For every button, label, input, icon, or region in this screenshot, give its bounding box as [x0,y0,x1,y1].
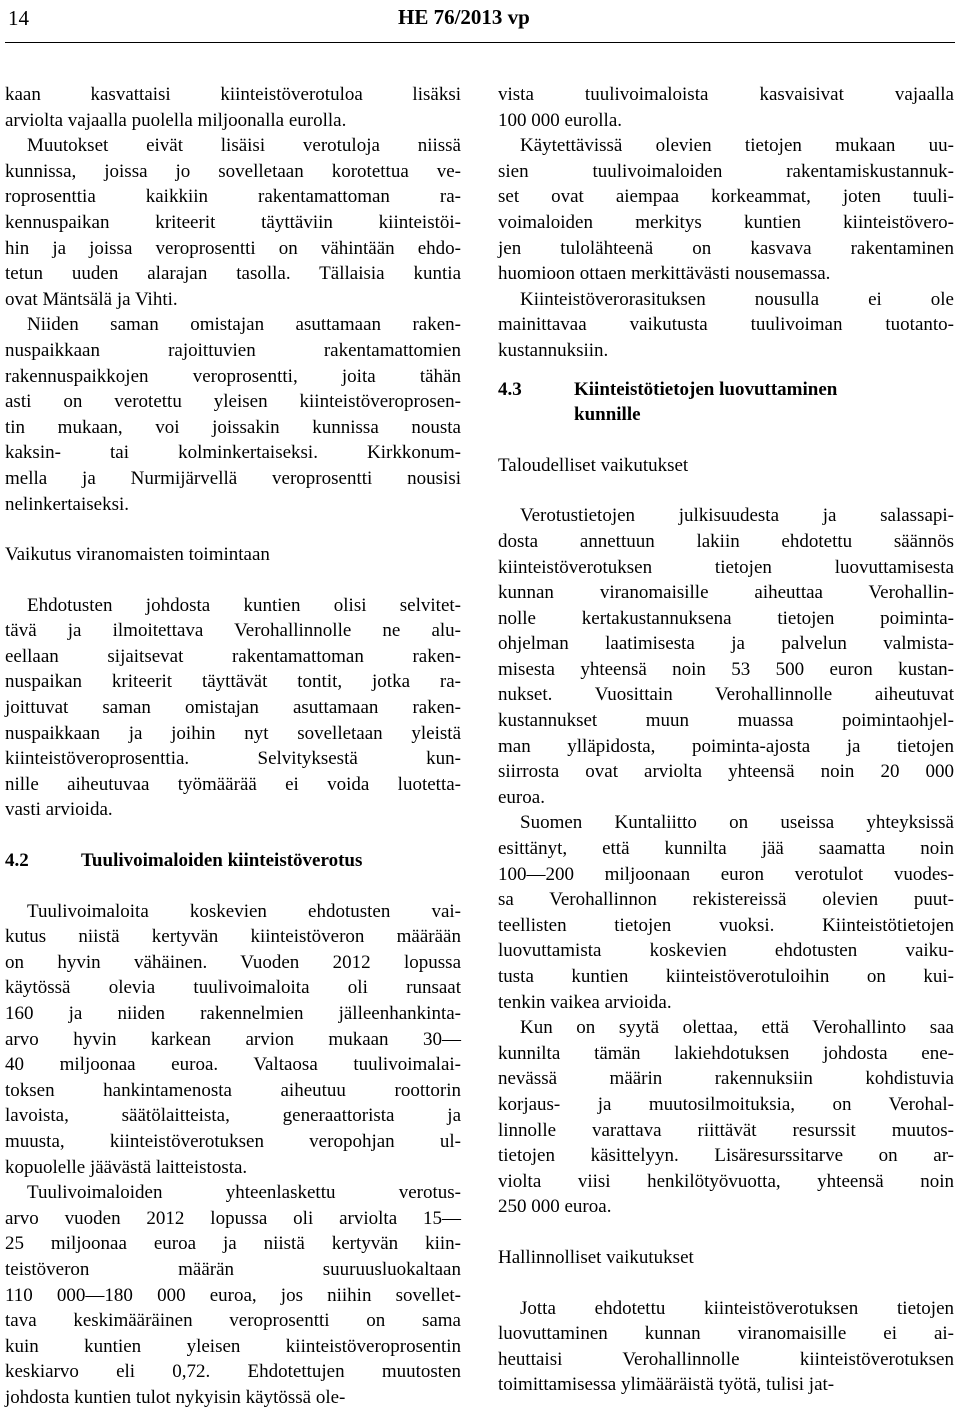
text-line: tetun uuden alarajan tasolla. Tällaisia kuntia [5,263,461,285]
text-line: tin mukaan, voi joissakin kunnissa nousta [5,416,461,438]
text-line: Jotta ehdotettu kiinteistöverotuksen tietojen [520,1297,954,1319]
text-line: nevässä määrin rakennuksiin kohdistuvia [498,1068,954,1090]
section-number: 4.2 [5,850,29,872]
text-line: teistöveron määrän suuruusluokaltaan [5,1258,461,1280]
text-line: ohjelman laatimisesta ja palvelun valmista- [498,633,954,655]
paragraph [498,133,954,287]
text-line: Suomen Kuntaliitto on useissa yhteyksissä [520,812,954,834]
subheading-administrative-effects: Hallinnolliset vaikutukset [498,1246,694,1268]
text-line: Niiden saman omistajan asuttamaan raken- [27,314,461,336]
paragraph [5,82,461,133]
text-line: huomioon ottaen merkittävästi nousemassa. [498,263,831,285]
right-column [498,82,954,1398]
text-line: rakennuspaikkojen veroprosentti, joita tähän [5,365,461,387]
text-line: muusta, kiinteistöverotuksen veropohjan ul- [5,1130,461,1152]
text-line: kustannuksiin. [498,339,609,361]
text-line: tenkin vaikea arvioida. [498,991,672,1013]
text-line: kustannukset muun muassa poimintaohjel- [498,710,954,732]
section-title [574,377,837,428]
paragraph [5,312,461,517]
text-line: kunnilta tämän lakiehdotuksen johdosta ene- [498,1042,954,1064]
text-line: Ehdotusten johdosta kuntien olisi selvitet- [27,594,461,616]
section-title-line: Kiinteistötietojen luovuttaminen [574,378,838,400]
text-line: arviolta vajaalla puolella miljoonalla eurolla. [5,109,347,131]
text-line: kunnan viranomaisille aiheuttaa Verohallin- [498,582,954,604]
text-line: voimaloiden merkitys kuntien kiinteistövero- [498,211,954,233]
section-heading-4-3 [498,377,954,428]
section-title: Tuulivoimaloiden kiinteistöverotus [81,850,363,872]
text-line: tävä ja ilmoitettava Verohallinnolle ne alu- [5,620,461,642]
text-line: kiinteistöveroprosenttia. Selvityksestä kun- [5,748,461,770]
spacer [5,823,461,848]
text-line: tusta kuntien kiinteistöverotuloihin on kui- [498,966,954,987]
text-line: jen tulolähteenä on kasvava rakentaminen [498,237,954,259]
section-number: 4.3 [498,378,522,400]
header-rule [5,42,955,43]
text-line: Tuulivoimaloita koskevien ehdotusten vai- [27,900,461,922]
text-line: luovuttamista koskevien ehdotusten vaiku- [498,940,954,962]
text-line: mella ja Nurmijärvellä veroprosentti nousisi [5,467,461,489]
subheading-authority-effects: Vaikutus viranomaisten toimintaan [5,544,270,566]
text-line: 40 miljoonaa euroa. Valtaosa tuulivoimalai- [5,1054,461,1076]
text-line: Verotustietojen julkisuudesta ja salassapi- [520,505,954,527]
text-line: asti on verotettu yleisen kiinteistöveroprosen- [5,391,461,413]
text-line: eellaan sijaitsevat rakentamattoman raken- [5,645,461,667]
page-header [0,0,960,40]
text-line: tava keskimääräinen veroprosentti on sama [5,1310,461,1332]
spacer [5,568,461,593]
paragraph [5,133,461,312]
text-line: Muutokset eivät lisäisi verotuloja niissä [27,135,461,157]
subheading-economic-effects: Taloudelliset vaikutukset [498,454,689,476]
text-line: kuin kuntien yleisen kiinteistöveroprosentin [5,1335,461,1357]
text-line: dosta annettuun lakiin ehdotettu säännös [498,530,954,552]
text-line: siirrosta ovat arviolta yhteensä noin 20 000 [498,761,954,783]
text-line: 160 ja niiden rakennelmien jälleenhankinta- [5,1003,461,1024]
text-line: mainittavaa vaikutusta tuulivoiman tuotanto- [498,314,954,336]
text-line: nolle kertakustannuksena tietojen poiminta- [498,607,954,629]
spacer [498,364,954,377]
text-line: nuspaikan kriteerit täyttävät tontit, jotka ra- [5,671,461,693]
text-line: hin ja joissa veroprosentti on vähintään ehdo- [5,237,461,259]
text-line: kaan kasvattaisi kiinteistöverotuloa lisäksi [5,84,461,105]
page-number: 14 [8,6,29,30]
paragraph [498,287,954,364]
text-line: 100—200 miljoonaan euron verotulot vuodes- [498,863,954,885]
text-line: toimittamisessa ylimääräistä työtä, tulisi jat- [498,1374,835,1396]
text-line: arvo vuoden 2012 lopussa oli arviolta 15— [5,1207,461,1229]
text-line: ovat Mäntsälä ja Vihti. [5,288,178,310]
document-id: HE 76/2013 vp [398,5,530,29]
text-line: heuttaisi Verohallinnolle kiinteistöverotuksen [498,1348,954,1370]
text-line: luovuttaminen kunnan viranomaisille ei ai- [498,1323,954,1345]
text-line: arvo hyvin karkean arvion mukaan 30— [5,1028,461,1050]
text-line: toksen hankintamenosta aiheutuu roottorin [5,1079,461,1101]
text-line: keskiarvo eli 0,72. Ehdotettujen muutosten [5,1361,461,1383]
paragraph [5,899,461,1181]
text-line: kennuspaikan kriteerit täyttäviin kiinteistöi- [5,211,461,233]
text-line: vista tuulivoimaloista kasvaisivat vajaalla [498,84,954,105]
text-line: euroa. [498,786,545,808]
spacer [498,1220,954,1245]
text-line: johdosta kuntien tulot nykyisin käytössä ole- [5,1386,346,1408]
text-line: kaksin- tai kolminkertaiseksi. Kirkkonum- [5,442,461,464]
spacer [5,517,461,542]
paragraph [498,810,954,1015]
text-line: Käytettävissä olevien tietojen mukaan uu- [520,135,954,157]
text-line: Tuulivoimaloiden yhteenlaskettu verotus- [27,1182,461,1204]
text-line: man ylläpidosta, poiminta-ajosta ja tietojen [498,735,954,757]
text-line: kiinteistöverotuksen tietojen luovuttamisesta [498,556,954,578]
text-line: joittuvat saman omistajan asuttamaan raken- [5,697,461,719]
text-line: Kun on syytä olettaa, että Verohallinto saa [520,1017,954,1039]
text-line: nuspaikkaan rajoittuvien rakentamattomien [5,339,461,361]
section-heading-4-2 [5,848,461,874]
text-line: nuspaikkaan ja joihin nyt sovelletaan yleistä [5,722,461,744]
text-line: 25 miljoonaa euroa ja niistä kertyvän kiin- [5,1233,461,1255]
paragraph [5,1180,461,1410]
text-line: nille aiheutuvaa työmäärää ei voida luotetta- [5,773,461,795]
text-line: 110 000—180 000 euroa, jos niihin sovellet- [5,1284,461,1306]
text-line: set ovat aiempaa korkeammat, joten tuuli- [498,186,954,208]
text-line: kutus niistä kertyvän kiinteistöveron määrään [5,926,461,948]
text-line: lavoista, säätölaitteista, generaattorista ja [5,1105,461,1127]
spacer [5,874,461,899]
text-line: sien tuulivoimaloiden rakentamiskustannuk- [498,160,954,182]
text-line: misesta yhteensä noin 53 500 euron kustan- [498,658,954,680]
text-line: kunnissa, joissa jo sovelletaan korotettua ve- [5,160,461,182]
text-line: on hyvin vähäinen. Vuoden 2012 lopussa [5,951,461,973]
spacer [498,1271,954,1296]
text-line: linnolle varattava riittävät resurssit muutos- [498,1119,954,1141]
left-column [5,82,461,1411]
paragraph [5,593,461,823]
text-line: roprosenttia kaikkiin rakentamattoman ra- [5,186,461,208]
paragraph [498,1015,954,1220]
text-line: 250 000 euroa. [498,1196,612,1218]
spacer [498,478,954,503]
text-line: nukset. Vuosittain Verohallinnolle aiheutuvat [498,684,954,706]
section-title-line: kunnille [574,404,641,426]
text-line: vasti arvioida. [5,799,113,821]
text-line: sa Verohallinnon rekistereissä olevien puut- [498,889,954,911]
paragraph [498,82,954,133]
text-line: violta viisi henkilötyövuotta, yhteensä noin [498,1170,954,1192]
paragraph [498,503,954,810]
text-line: 100 000 eurolla. [498,109,623,131]
text-line: teellisten tietojen vuoksi. Kiinteistötietojen [498,914,954,936]
spacer [498,428,954,453]
text-line: tietojen käsittelyyn. Lisäresurssitarve on ar- [498,1145,954,1167]
text-line: korjaus- ja muutosilmoituksia, on Verohal- [498,1093,954,1115]
text-line: kopuolelle jäävästä laitteistosta. [5,1156,248,1178]
paragraph [498,1296,954,1398]
text-line: Kiinteistöverorasituksen nousulla ei ole [520,288,954,310]
text-line: esittänyt, että kunnilta jää saamatta noin [498,838,954,860]
text-line: käytössä olevia tuulivoimaloita oli runsaat [5,977,461,999]
text-line: nelinkertaiseksi. [5,493,129,515]
